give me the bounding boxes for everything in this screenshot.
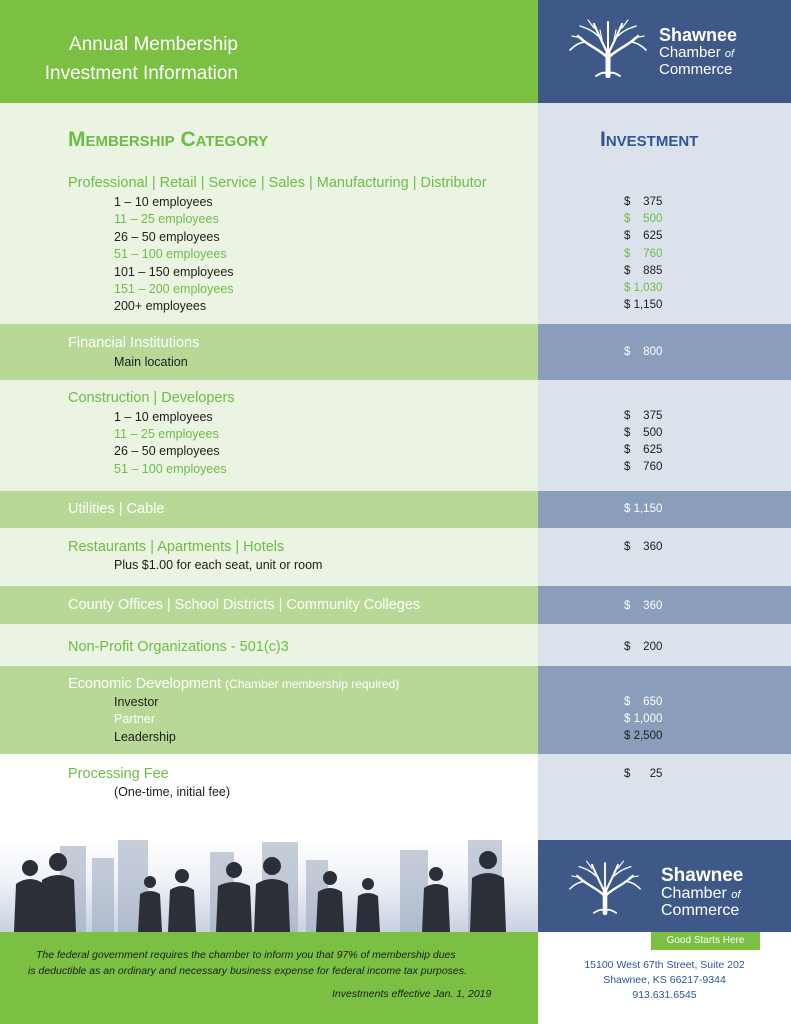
category-title: Non-Profit Organizations - 501(c)3 <box>68 639 289 655</box>
tier-label: 51 – 100 employees <box>114 247 227 261</box>
tier-label: Leadership <box>114 730 176 744</box>
logo-name: Shawnee <box>659 25 738 45</box>
logo-commerce: Commerce <box>661 902 740 919</box>
tier-label: 101 – 150 employees <box>114 265 234 279</box>
section-construction <box>0 380 791 491</box>
category-title: Professional | Retail | Service | Sales | Manufacturing | Distributor <box>68 175 487 191</box>
tier-label: 11 – 25 employees <box>114 427 219 441</box>
logo-name: Shawnee <box>661 865 744 886</box>
tier-price: $ 650 <box>624 696 663 708</box>
category-price: $ 360 <box>624 541 663 553</box>
category-title: County Offices | School Districts | Community Colleges <box>68 597 421 613</box>
category-title: Restaurants | Apartments | Hotels <box>68 539 285 555</box>
tier-label: 26 – 50 employees <box>114 444 220 458</box>
tier-label: 26 – 50 employees <box>114 230 220 244</box>
category-price: $ 1,150 <box>624 503 663 515</box>
category-title: Utilities | Cable <box>68 501 165 517</box>
category-subtitle: (One-time, initial fee) <box>114 785 231 799</box>
category-title: Economic Development (Chamber membership required) <box>68 676 400 692</box>
address-line1: 15100 West 67th Street, Suite 202 <box>584 959 745 971</box>
column-heading-investment: Investment <box>600 128 699 151</box>
category-price: $ 25 <box>624 768 663 780</box>
column-heading-category: Membership Category <box>68 128 269 151</box>
tier-label: 1 – 10 employees <box>114 410 213 424</box>
footer-disclaimer-panel <box>0 932 538 1024</box>
logo-commerce: Commerce <box>659 61 733 78</box>
section-economic <box>0 666 791 754</box>
phone-number: 913.631.6545 <box>632 989 697 1001</box>
tier-price: $ 1,150 <box>624 299 663 311</box>
section-county <box>0 586 791 624</box>
tier-label: 200+ employees <box>114 299 207 313</box>
tier-price: $ 625 <box>624 230 663 242</box>
category-title: Construction | Developers <box>68 390 235 406</box>
address-line2: Shawnee, KS 66217-9344 <box>603 974 726 986</box>
tier-price: $ 375 <box>624 196 663 208</box>
tier-label: 51 – 100 employees <box>114 462 227 476</box>
logo-chamber: Chamber of <box>659 44 735 61</box>
tier-price: $ 1,030 <box>624 282 663 294</box>
tagline-badge: Good Starts Here <box>651 932 760 950</box>
tier-label: 1 – 10 employees <box>114 195 213 209</box>
category-title: Financial Institutions <box>68 335 200 351</box>
tier-label: Investor <box>114 695 159 709</box>
tier-price: $ 760 <box>624 461 663 473</box>
footer-logo-panel <box>538 840 791 932</box>
tier-label: 151 – 200 employees <box>114 282 234 296</box>
category-price: $ 800 <box>624 346 663 358</box>
tier-price: $ 1,000 <box>624 713 663 725</box>
logo-chamber: Chamber of <box>661 885 741 902</box>
tier-price: $ 2,500 <box>624 730 663 742</box>
category-subtitle: Main location <box>114 355 188 369</box>
section-financial <box>0 324 791 380</box>
category-title: Processing Fee <box>68 766 169 782</box>
category-price: $ 200 <box>624 641 663 653</box>
tier-price: $ 885 <box>624 265 663 277</box>
category-price: $ 360 <box>624 600 663 612</box>
tier-price: $ 500 <box>624 427 663 439</box>
section-restaurants <box>0 528 791 586</box>
section-utilities <box>0 491 791 528</box>
section-professional <box>0 103 791 324</box>
tree-logo-icon <box>568 858 642 916</box>
tier-price: $ 760 <box>624 248 663 260</box>
header-logo-panel <box>538 0 791 103</box>
section-nonprofit <box>0 624 791 666</box>
effective-date: Investments effective Jan. 1, 2019 <box>332 988 492 1000</box>
page-title-line1: Annual Membership <box>69 34 238 55</box>
business-people-silhouette-image <box>0 840 538 932</box>
tier-label: Partner <box>114 712 155 726</box>
disclaimer-line1: The federal government requires the chamber to inform you that 97% of membership dues <box>36 949 456 961</box>
tier-price: $ 500 <box>624 213 663 225</box>
category-subtitle: Plus $1.00 for each seat, unit or room <box>114 558 323 572</box>
section-processing <box>0 754 791 840</box>
page-title-line2: Investment Information <box>44 63 238 84</box>
tier-price: $ 625 <box>624 444 663 456</box>
header-banner <box>0 0 538 103</box>
tier-price: $ 375 <box>624 410 663 422</box>
tier-label: 11 – 25 employees <box>114 212 219 226</box>
tree-logo-icon <box>568 18 648 78</box>
disclaimer-line2: is deductible as an ordinary and necessary business expense for federal income tax purposes. <box>28 965 467 977</box>
silhouette-illustration <box>0 840 538 932</box>
